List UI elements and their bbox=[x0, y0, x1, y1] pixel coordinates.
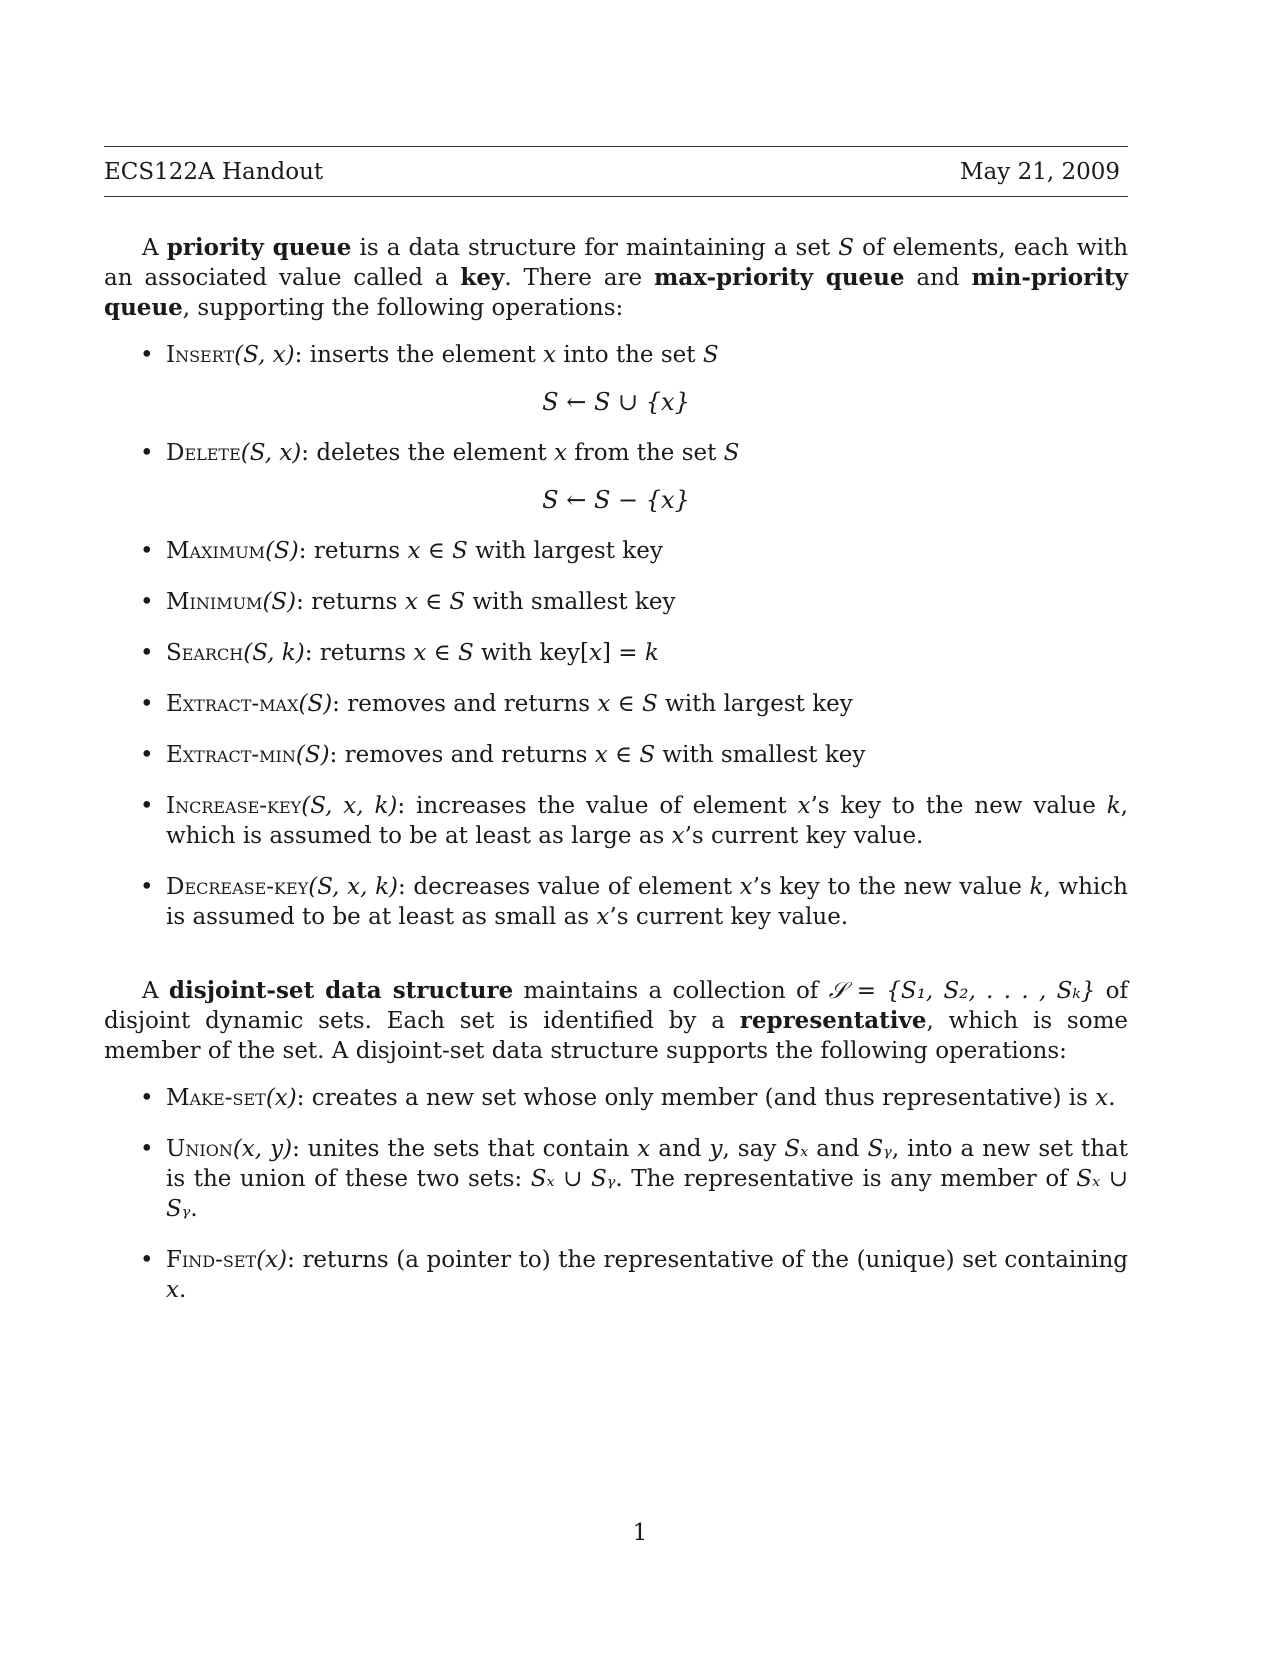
list-item-find-set: • Find-set(x): returns (a pointer to) the representative of the (unique) set containing x. bbox=[140, 1247, 1128, 1303]
bullet-icon: • bbox=[140, 1247, 154, 1273]
delete-formula: S ← S − {x} bbox=[542, 486, 690, 514]
list-item-union: • Union(x, y): unites the sets that contain x and y, say Sₓ and Sᵧ, into a new set that is the union of these two sets: Sₓ ∪ Sᵧ. The representative is any member of Sₓ ∪ Sᵧ. bbox=[140, 1136, 1128, 1222]
bullet-icon: • bbox=[140, 691, 154, 717]
bullet-icon: • bbox=[140, 874, 154, 900]
bullet-icon: • bbox=[140, 440, 154, 466]
list-item-delete: • Delete(S, x): deletes the element x from the set S S ← S − {x} bbox=[104, 438, 1128, 515]
list-item-search: • Search(S, k): returns x ∈ S with key[x] = k bbox=[140, 640, 659, 666]
bullet-icon: • bbox=[140, 793, 154, 819]
term-priority-queue: priority queue bbox=[166, 234, 352, 261]
term-min-priority-queue: min-priority queue bbox=[104, 264, 1128, 321]
bullet-icon: • bbox=[140, 1085, 154, 1111]
list-item-decrease-key: • Decrease-key(S, x, k): decreases value of element x’s key to the new value k, which is assumed to be at least as small as x’s current key value. bbox=[140, 874, 1128, 930]
header-date: May 21, 2009 bbox=[960, 159, 1120, 185]
bullet-icon: • bbox=[140, 538, 154, 564]
term-max-priority-queue: max-priority queue bbox=[653, 264, 905, 291]
disjoint-set-operations bbox=[104, 1083, 1128, 1305]
list-item-extract-max: • Extract-max(S): removes and returns x ∈ S with largest key bbox=[140, 691, 853, 717]
list-item-increase-key: • Increase-key(S, x, k): increases the value of element x’s key to the new value k, which is assumed to be at least as large as x’s current key value. bbox=[140, 793, 1128, 849]
document-page bbox=[104, 146, 1128, 1326]
list-item-extract-min: • Extract-min(S): removes and returns x ∈ S with smallest key bbox=[140, 742, 866, 768]
bullet-icon: • bbox=[140, 1136, 154, 1162]
term-disjoint-set: disjoint-set data structure bbox=[168, 977, 514, 1004]
list-item-minimum: • Minimum(S): returns x ∈ S with smallest key bbox=[140, 589, 676, 615]
insert-formula: S ← S ∪ {x} bbox=[542, 388, 690, 416]
bullet-icon: • bbox=[140, 640, 154, 666]
bullet-icon: • bbox=[140, 742, 154, 768]
header-bottom-rule bbox=[104, 196, 1128, 197]
bullet-icon: • bbox=[140, 342, 154, 368]
priority-queue-operations bbox=[104, 340, 1128, 932]
list-item-maximum: • Maximum(S): returns x ∈ S with largest key bbox=[140, 538, 663, 564]
priority-queue-paragraph: A priority queue is a data structure for maintaining a set S of elements, each with an associated value called a key. There are max-priority queue and min-priority queue, supporting the following operations: bbox=[104, 234, 1129, 321]
page-number: 1 bbox=[632, 1520, 648, 1546]
disjoint-set-paragraph: A disjoint-set data structure maintains a collection of 𝒮 = {S₁, S₂, . . . , Sₖ} of disjoint dynamic sets. Each set is identified by a representative, which is some member of the set. A disjoint-set data structure supports the following operations: bbox=[104, 977, 1129, 1064]
term-key: key bbox=[460, 264, 505, 291]
list-item-make-set: • Make-set(x): creates a new set whose only member (and thus representative) is x. bbox=[140, 1085, 1116, 1111]
running-header bbox=[104, 147, 1128, 196]
header-course: ECS122A Handout bbox=[104, 159, 324, 185]
bullet-icon: • bbox=[140, 589, 154, 615]
term-representative: representative bbox=[739, 1007, 927, 1034]
list-item-insert: • Insert(S, x): inserts the element x into the set S S ← S ∪ {x} bbox=[104, 340, 1128, 417]
